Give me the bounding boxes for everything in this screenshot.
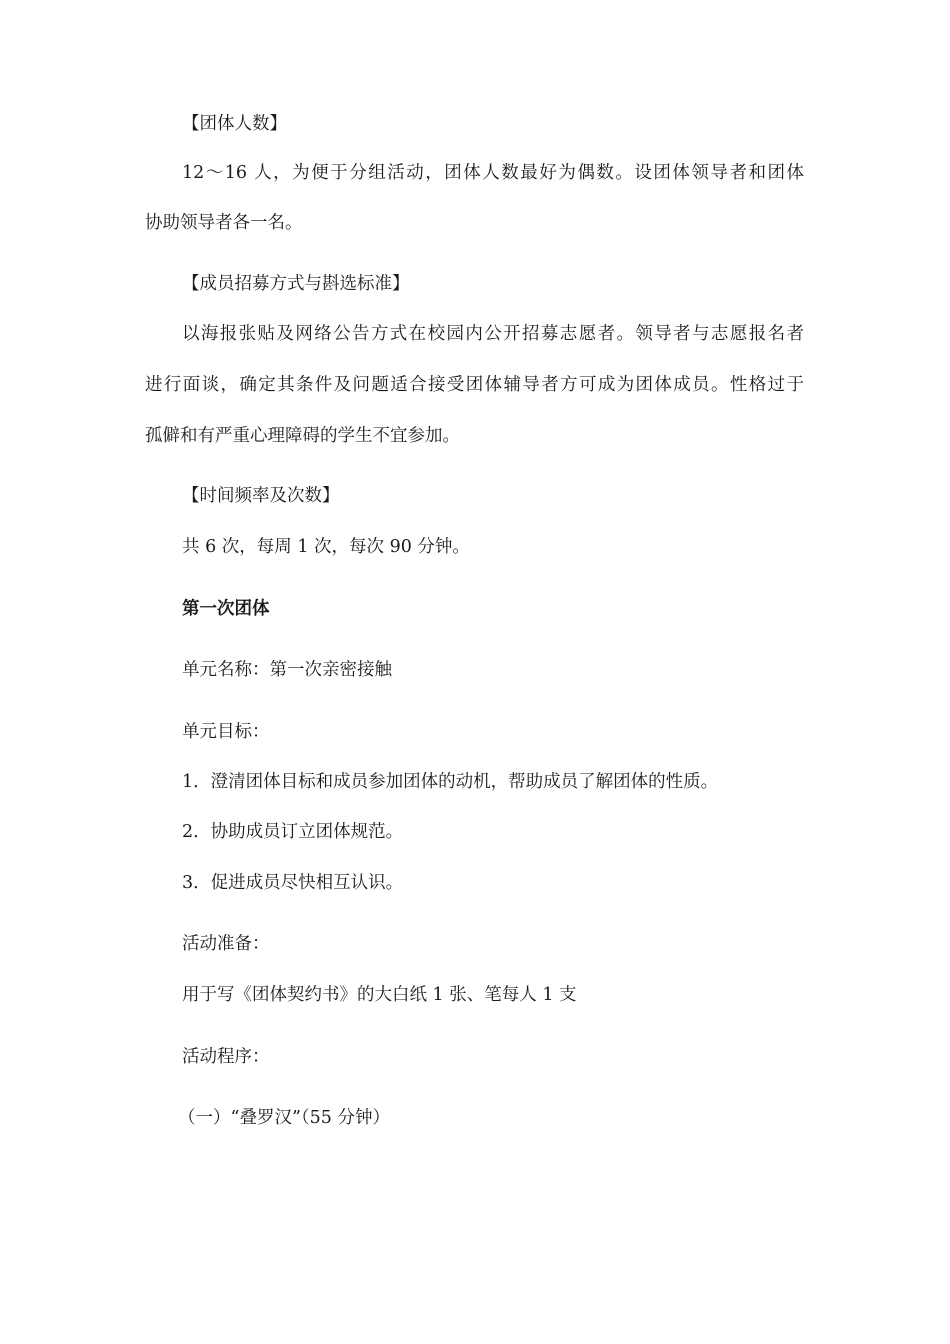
- procedure-step: （一）“叠罗汉”（55 分钟）: [178, 1108, 390, 1128]
- group-size-paragraph-line: 12～16 人，为便于分组活动，团体人数最好为偶数。设团体领导者和团体: [182, 163, 804, 183]
- recruit-paragraph-line: 以海报张贴及网络公告方式在校园内公开招募志愿者。领导者与志愿报名者: [182, 324, 804, 344]
- group-size-heading: 【团体人数】: [182, 114, 287, 134]
- unit-goals-label: 单元目标：: [182, 722, 270, 742]
- frequency-text: 共 6 次，每周 1 次，每次 90 分钟。: [182, 537, 470, 557]
- goal-item: 3．促进成员尽快相互认识。: [182, 873, 404, 893]
- frequency-heading: 【时间频率及次数】: [182, 486, 340, 506]
- prep-label: 活动准备：: [182, 934, 270, 954]
- unit-name: 单元名称：第一次亲密接触: [182, 660, 392, 680]
- goal-item: 1．澄清团体目标和成员参加团体的动机，帮助成员了解团体的性质。: [182, 772, 719, 792]
- session-title: 第一次团体: [182, 599, 270, 619]
- group-size-paragraph-line: 协助领导者各一名。: [145, 213, 303, 233]
- procedure-label: 活动程序：: [182, 1047, 270, 1067]
- recruit-heading: 【成员招募方式与斟选标准】: [182, 274, 410, 294]
- recruit-paragraph-line: 进行面谈，确定其条件及问题适合接受团体辅导者方可成为团体成员。性格过于: [145, 375, 804, 395]
- goal-item: 2．协助成员订立团体规范。: [182, 822, 404, 842]
- prep-text: 用于写《团体契约书》的大白纸 1 张、笔每人 1 支: [182, 985, 577, 1005]
- recruit-paragraph-line: 孤僻和有严重心理障碍的学生不宜参加。: [145, 426, 460, 446]
